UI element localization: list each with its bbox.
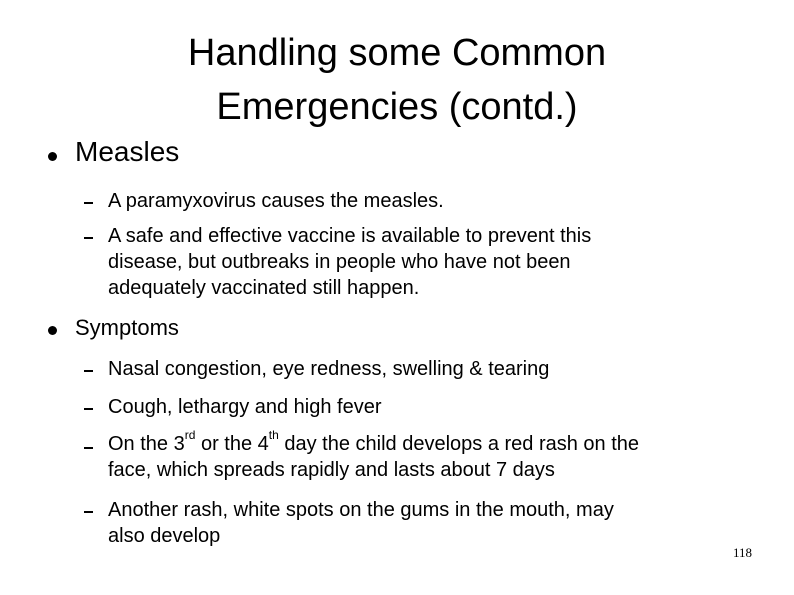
symptoms-point-1 (108, 356, 549, 382)
symptoms-point-2-text: Cough, lethargy and high fever (108, 396, 382, 418)
dash-icon (84, 511, 93, 513)
symptoms-point-3-line-2: face, which spreads rapidly and lasts about 7 days (108, 459, 555, 481)
dash-icon (84, 370, 93, 372)
symptoms-point-4-line-2: also develop (108, 525, 221, 547)
symptoms-point-4 (108, 497, 614, 549)
page-number: 118 (733, 545, 753, 560)
symptoms-heading: Symptoms (75, 315, 179, 340)
symptoms-point-1-text: Nasal congestion, eye redness, swelling & tearing (108, 358, 550, 380)
dash-icon (84, 408, 93, 410)
symptoms-point-3-mid: or the 4 (195, 433, 269, 455)
measles-point-2 (108, 223, 591, 301)
measles-point-1-text: A paramyxovirus causes the measles. (108, 190, 444, 212)
measles-point-1 (108, 188, 444, 214)
symptoms-point-3 (108, 428, 640, 483)
symptoms-point-3-post: day the child develops a red rash on the (278, 433, 640, 455)
slide-title-line-1: Handling some Common (187, 32, 607, 74)
dash-icon (84, 447, 93, 449)
slide-title (0, 26, 794, 134)
measles-point-2-line-3: adequately vaccinated still happen. (108, 277, 420, 299)
symptoms-point-3-pre: On the 3 (108, 433, 185, 455)
measles-point-2-line-2: disease, but outbreaks in people who have not been (108, 251, 571, 273)
dash-icon (84, 237, 93, 239)
superscript-rd: rd (184, 428, 196, 442)
symptoms-point-3-line-1 (108, 428, 640, 457)
measles-point-2-line-1: A safe and effective vaccine is available to prevent this (108, 225, 592, 247)
symptoms-point-4-line-1: Another rash, white spots on the gums in the mouth, may (108, 499, 614, 521)
bullet-dot-icon (48, 326, 57, 335)
superscript-th: th (268, 428, 279, 442)
symptoms-point-2 (108, 394, 382, 420)
slide-title-line-2: Emergencies (contd.) (216, 86, 578, 128)
measles-heading: Measles (75, 136, 180, 167)
bullet-dot-icon (48, 152, 57, 161)
dash-icon (84, 202, 93, 204)
